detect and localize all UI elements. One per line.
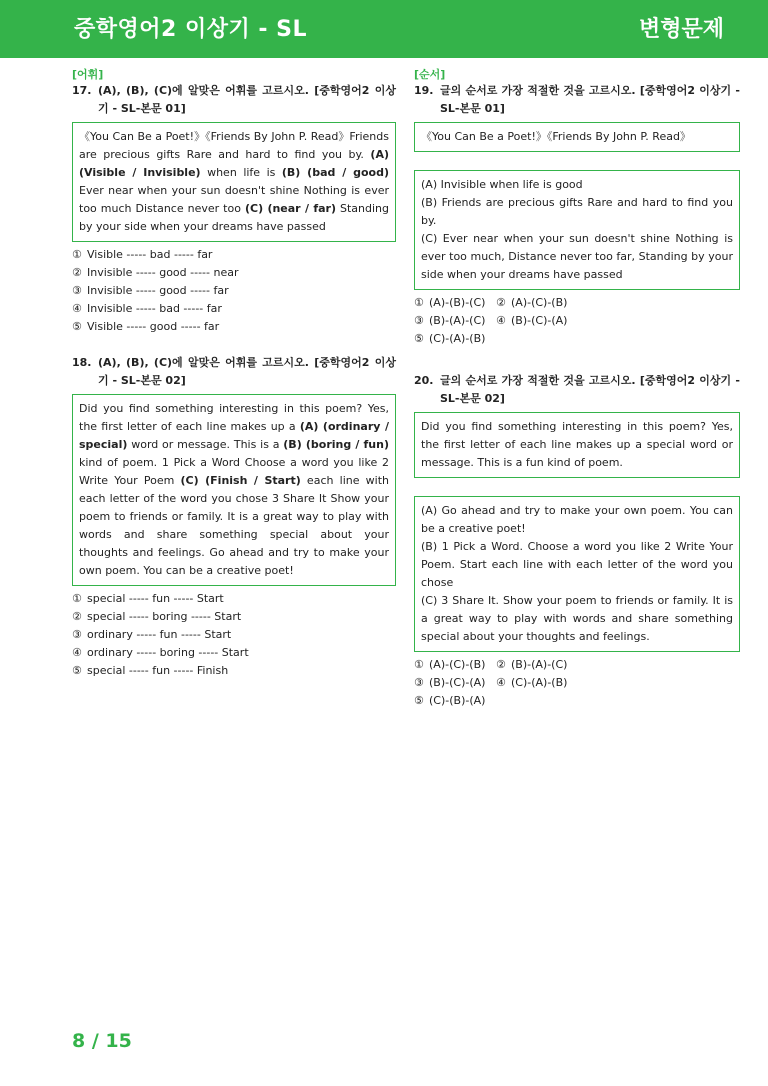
answer-choice[interactable]: ④ Invisible ----- bad ----- far	[72, 302, 222, 315]
question-number: 20.	[414, 374, 434, 387]
answer-choice[interactable]: ① (A)-(C)-(B)	[414, 658, 486, 671]
section-tag-order: [순서]	[414, 68, 446, 81]
question-number: 17.	[72, 84, 92, 97]
answer-choice[interactable]: ② (A)-(C)-(B)	[496, 296, 568, 309]
answer-choice[interactable]: ① Visible ----- bad ----- far	[72, 248, 213, 261]
document-type-badge: 변형문제	[638, 17, 724, 42]
document-title: 중학영어2 이상기 - SL	[74, 17, 308, 42]
question-18	[72, 354, 396, 680]
answer-choices	[72, 246, 396, 336]
left-column	[72, 66, 396, 680]
part-c: (C) 3 Share It. Show your poem to friends or family. It is a great way to play with words and share something special about your thoughts and feelings.	[421, 594, 733, 643]
question-prompt: (A), (B), (C)에 알맞은 어휘를 고르시오. [중학영어2 이상기 - SL-본문 02]	[98, 356, 396, 387]
page-header	[0, 0, 768, 58]
passage-text: Ever near when your sun doesn't shine Nothing is ever too much Distance never too	[79, 184, 389, 215]
answer-choices	[414, 656, 740, 710]
blank-c: (C) (Finish / Start)	[180, 474, 301, 487]
answer-choice[interactable]: ② special ----- boring ----- Start	[72, 610, 242, 623]
answer-choice[interactable]: ① (A)-(B)-(C)	[414, 296, 486, 309]
part-b: (B) Friends are precious gifts Rare and hard to find you by.	[421, 196, 733, 227]
part-c: (C) Ever near when your sun doesn't shine Nothing is ever too much, Distance never too far, Standing by your side when your dreams have passed	[421, 232, 733, 281]
question-number: 19.	[414, 84, 434, 97]
answer-choice[interactable]: ① special ----- fun ----- Start	[72, 592, 224, 605]
answer-choice[interactable]: ④ ordinary ----- boring ----- Start	[72, 646, 249, 659]
passage-text: Did you find something interesting in this poem? Yes, the first letter of each line makes up a	[79, 402, 389, 433]
passage-box	[72, 394, 396, 586]
answer-choice[interactable]: ② Invisible ----- good ----- near	[72, 266, 239, 279]
question-17	[72, 82, 396, 336]
answer-choice[interactable]: ④ (C)-(A)-(B)	[496, 676, 568, 689]
answer-choice[interactable]: ⑤ (C)-(B)-(A)	[414, 694, 486, 707]
passage-text: word or message. This is a	[127, 438, 284, 451]
question-prompt: 글의 순서로 가장 적절한 것을 고르시오. [중학영어2 이상기 - SL-본문 01]	[440, 84, 740, 115]
intro-box: 《You Can Be a Poet!》《Friends By John P. Read》	[414, 122, 740, 152]
answer-choice[interactable]: ③ ordinary ----- fun ----- Start	[72, 628, 232, 641]
question-20	[414, 372, 740, 710]
answer-choice[interactable]: ⑤ (C)-(A)-(B)	[414, 332, 486, 345]
part-a: (A) Go ahead and try to make your own poem. You can be a creative poet!	[421, 504, 733, 535]
blank-c: (C) (near / far)	[244, 202, 336, 215]
blank-b: (B) (bad / good)	[281, 166, 389, 179]
answer-choices	[72, 590, 396, 680]
passage-box	[72, 122, 396, 242]
answer-choices	[414, 294, 740, 348]
section-tag-vocabulary: [어휘]	[72, 68, 104, 81]
blank-a: (A) (ordinary / special)	[79, 420, 389, 451]
answer-choice[interactable]: ③ Invisible ----- good ----- far	[72, 284, 229, 297]
question-prompt: 글의 순서로 가장 적절한 것을 고르시오. [중학영어2 이상기 - SL-본문 02]	[440, 374, 740, 405]
part-b: (B) 1 Pick a Word. Choose a word you like 2 Write Your Poem. Start each line with each letter of the word you chose	[421, 540, 733, 589]
answer-choice[interactable]: ② (B)-(A)-(C)	[496, 658, 568, 671]
passage-text: kind of poem. 1 Pick a Word Choose a word you like 2 Write Your Poem	[79, 456, 389, 487]
intro-box: Did you find something interesting in this poem? Yes, the first letter of each line makes up a special word or message. This is a fun kind of poem.	[414, 412, 740, 478]
page-number: 8 / 15	[72, 1030, 132, 1052]
question-prompt: (A), (B), (C)에 알맞은 어휘를 고르시오. [중학영어2 이상기 - SL-본문 01]	[98, 84, 396, 115]
passage-parts-box	[414, 496, 740, 652]
answer-choice[interactable]: ③ (B)-(A)-(C)	[414, 314, 486, 327]
answer-choice[interactable]: ④ (B)-(C)-(A)	[496, 314, 568, 327]
part-a: (A) Invisible when life is good	[421, 178, 583, 191]
answer-choice[interactable]: ⑤ special ----- fun ----- Finish	[72, 664, 229, 677]
passage-text: when life is	[200, 166, 282, 179]
blank-a: (A) (Visible / Invisible)	[79, 148, 389, 179]
passage-parts-box	[414, 170, 740, 290]
question-number: 18.	[72, 356, 92, 369]
question-19	[414, 82, 740, 348]
right-column	[414, 66, 740, 710]
answer-choice[interactable]: ⑤ Visible ----- good ----- far	[72, 320, 220, 333]
passage-text: each line with each letter of the word you chose 3 Share It Show your poem to friends or family. It is a great way to play with words and share something special about your thoughts and feelings. Go ahead and try to make your own poem. You can be a creative poet!	[79, 474, 389, 577]
passage-text: 《You Can Be a Poet!》《Friends By John P. Read》Friends are precious gifts Rare and hard to find you by.	[79, 130, 389, 161]
passage-text: Standing by your side when your dreams have passed	[79, 202, 389, 233]
blank-b: (B) (boring / fun)	[283, 438, 389, 451]
answer-choice[interactable]: ③ (B)-(C)-(A)	[414, 676, 486, 689]
